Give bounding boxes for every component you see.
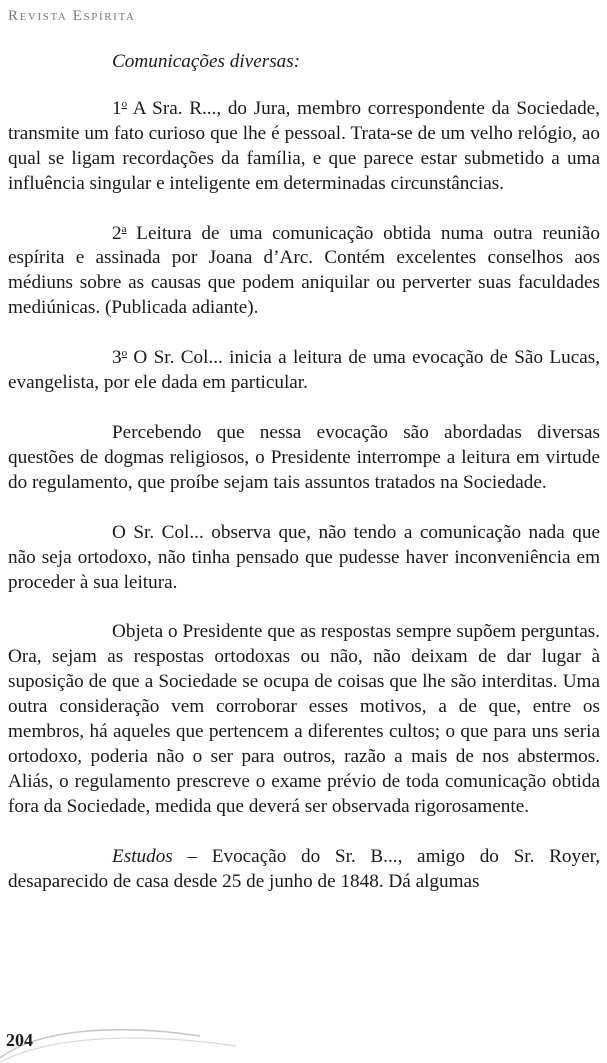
paragraph-text: A Sra. R..., do Jura, membro correspondente da Sociedade, transmite um fato curioso que lhe é pessoal. Trata-se de um velho relógio, ao qual se ligam recordações da família, e que parece estar submetido a uma influência singular e inteligente em determinadas circunstâncias. (8, 97, 600, 194)
swoosh-ornament-icon (0, 1018, 240, 1063)
running-header: Revista Espírita (8, 8, 136, 24)
item-number: 3 (112, 347, 122, 369)
ordinal-indicator: a (121, 222, 127, 235)
paragraph-text: O Sr. Col... inicia a leitura de uma evocação de São Lucas, evangelista, por ele dada em particular. (8, 347, 600, 394)
ordinal-indicator: o (121, 347, 128, 360)
paragraph-1 (8, 97, 600, 197)
paragraph-7 (8, 845, 600, 895)
item-number: 2 (112, 222, 122, 244)
paragraph-2 (8, 222, 600, 322)
ordinal-indicator: o (121, 97, 128, 110)
item-number: 1 (112, 97, 122, 119)
paragraph-6: Objeta o Presidente que as respostas sempre supõem perguntas. Ora, sejam as respostas ortodoxas ou não, não deixam de dar lugar à suposição de que a Sociedade se ocupa de coisas que lhe são interditas. Uma outra consideração vem corroborar esses motivos, a de que, entre os membros, há aqueles que pertencem a diferentes cultos; o que para uns seria ortodoxo, poderia não o ser para outros, razão a mais de nos abstermos. Aliás, o regulamento prescreve o exame prévio de toda comunicação obtida fora da Sociedade, medida que deverá ser observada rigorosamente. (8, 621, 600, 817)
paragraph-lead: Estudos (112, 845, 173, 867)
page-number: 204 (6, 1030, 33, 1050)
section-heading: Comunicações diversas: (112, 51, 301, 72)
paragraph-text: – Evocação do Sr. B..., amigo do Sr. Royer, desaparecido de casa desde 25 de junho de 1848. Dá algumas (8, 845, 600, 892)
paragraph-3 (8, 346, 600, 396)
paragraph-text: Leitura de uma comunicação obtida numa outra reunião espírita e assinada por Joana d’Arc. Contém excelentes conselhos aos médiuns sobre as causas que podem aniquilar ou perverter suas faculdades mediúnicas. (Publicada adiante). (8, 222, 600, 319)
paragraph-4: Percebendo que nessa evocação são abordadas diversas questões de dogmas religiosos, o Presidente interrompe a leitura em virtude do regulamento, que proíbe sejam tais assuntos tratados na Sociedade. (8, 421, 600, 493)
paragraph-5: O Sr. Col... observa que, não tendo a comunicação nada que não seja ortodoxo, não tinha pensado que pudesse haver inconveniência em proceder à sua leitura. (8, 521, 600, 593)
page-body (8, 50, 600, 894)
